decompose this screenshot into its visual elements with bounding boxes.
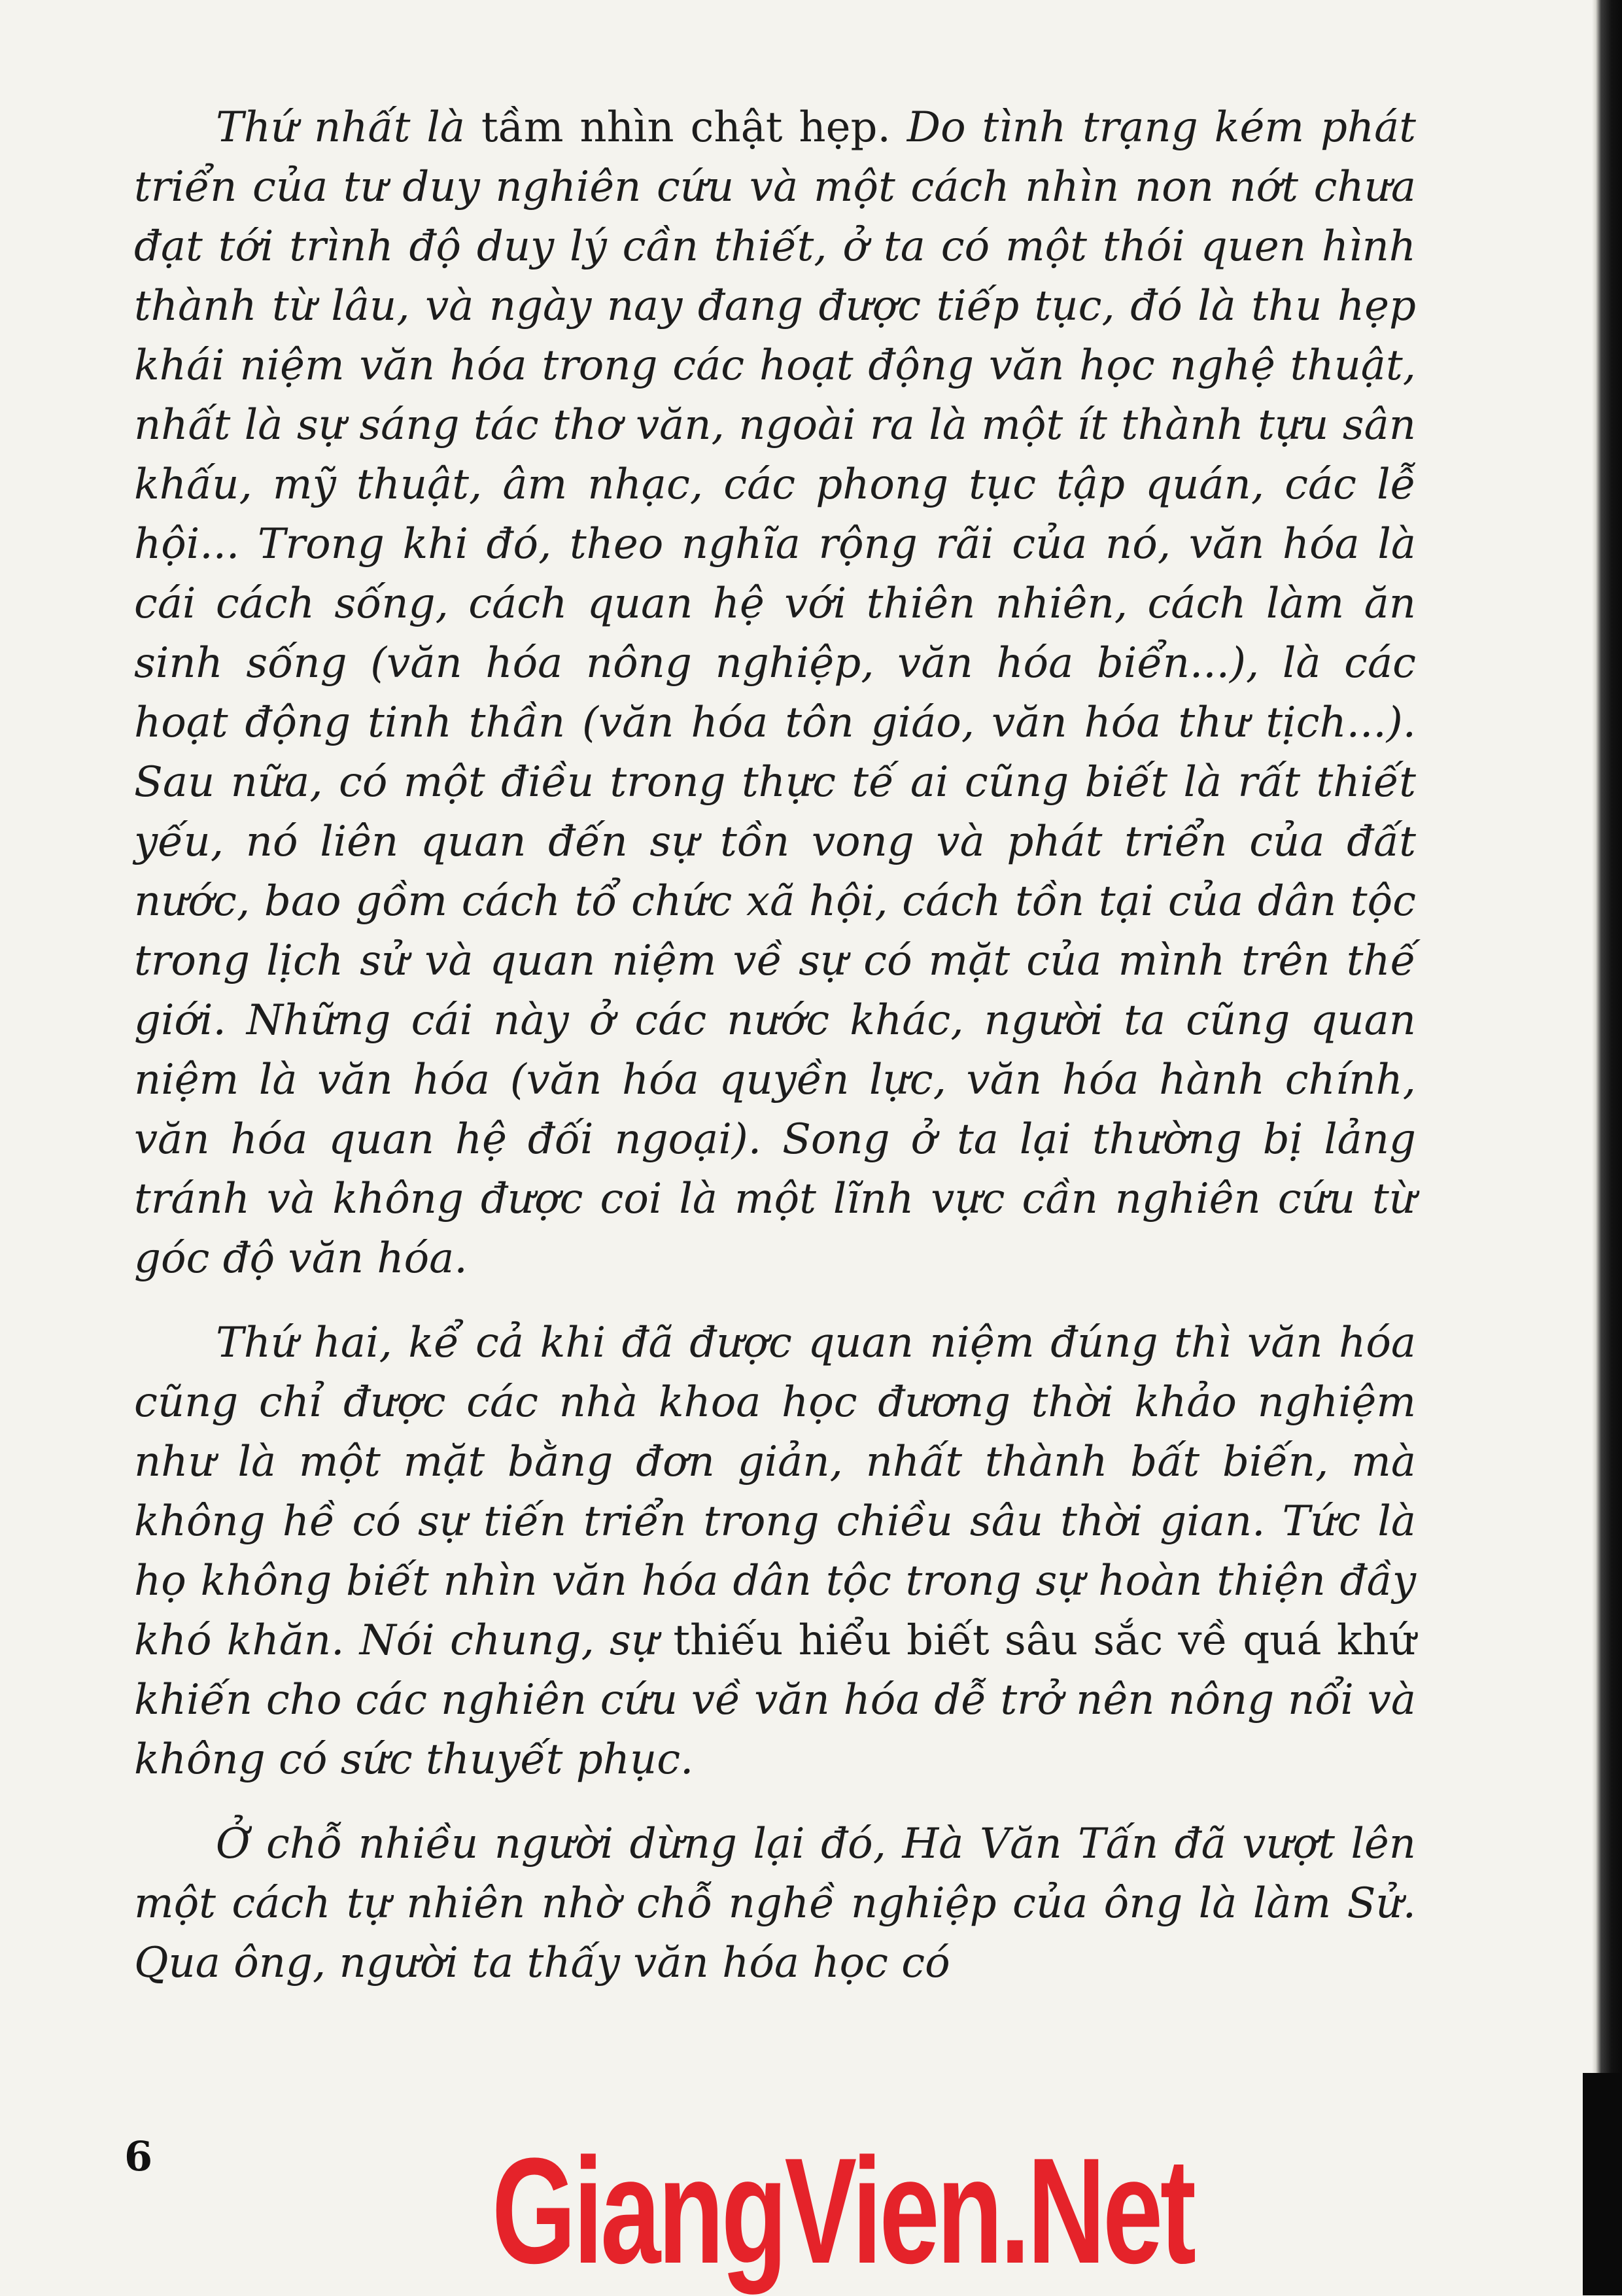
watermark-logo: GiangVien.Net (492, 2127, 1194, 2295)
paragraph-body-start: Thứ hai, kể cả khi đã được quan niệm đúng thì văn hóa cũng chỉ được các nhà khoa học đương thời khảo nghiệm như là một mặt bằng đơn giản, nhất thành bất biến, mà không hề có sự tiến triển trong chiều sâu thời gian. Tức là họ không biết nhìn văn hóa dân tộc trong sự hoàn thiện đầy khó khăn. Nói chung, sự (134, 1319, 1416, 1665)
paragraph-body: Ở chỗ nhiều người dừng lại đó, Hà Văn Tấn đã vượt lên một cách tự nhiên nhờ chỗ nghề nghiệp của ông là làm Sử. Qua ông, người ta thấy văn hóa học có (134, 1820, 1416, 1987)
paragraph-first-issue (134, 98, 1416, 1289)
paragraph-lead: Thứ nhất là (216, 103, 465, 152)
body-text (134, 98, 1416, 1993)
paragraph-ha-van-tan (134, 1815, 1416, 1993)
paragraph-lead-upright: tầm nhìn chật hẹp. (465, 103, 891, 152)
binding-edge-shadow (1583, 2073, 1622, 2295)
paragraph-body-end: khiến cho các nghiên cứu về văn hóa dễ trở nên nông nổi và không có sức thuyết phục. (134, 1676, 1416, 1784)
paragraph-second-issue (134, 1313, 1416, 1790)
page-number: 6 (124, 2132, 153, 2180)
binding-edge (1592, 0, 1622, 2295)
paragraph-body: Do tình trạng kém phát triển của tư duy nghiên cứu và một cách nhìn non nớt chưa đạt tới trình độ duy lý cần thiết, ở ta có một thói quen hình thành từ lâu, và ngày nay đang được tiếp tục, đó là thu hẹp khái niệm văn hóa trong các hoạt động văn học nghệ thuật, nhất là sự sáng tác thơ văn, ngoài ra là một ít thành tựu sân khấu, mỹ thuật, âm nhạc, các phong tục tập quán, các lễ hội... Trong khi đó, theo nghĩa rộng rãi của nó, văn hóa là cái cách sống, cách quan hệ với thiên nhiên, cách làm ăn sinh sống (văn hóa nông nghiệp, văn hóa biển...), là các hoạt động tinh thần (văn hóa tôn giáo, văn hóa thư tịch...). Sau nữa, có một điều trong thực tế ai cũng biết là rất thiết yếu, nó liên quan đến sự tồn vong và phát triển của đất nước, bao gồm cách tổ chức xã hội, cách tồn tại của dân tộc trong lịch sử và quan niệm về sự có mặt của mình trên thế giới. Những cái này ở các nước khác, người ta cũng quan niệm là văn hóa (văn hóa quyền lực, văn hóa hành chính, văn hóa quan hệ đối ngoại). Song ở ta lại thường bị lảng tránh và không được coi là một lĩnh vực cần nghiên cứu từ góc độ văn hóa. (134, 103, 1417, 1283)
paragraph-upright-phrase: thiếu hiểu biết sâu sắc về quá khứ (658, 1616, 1416, 1665)
